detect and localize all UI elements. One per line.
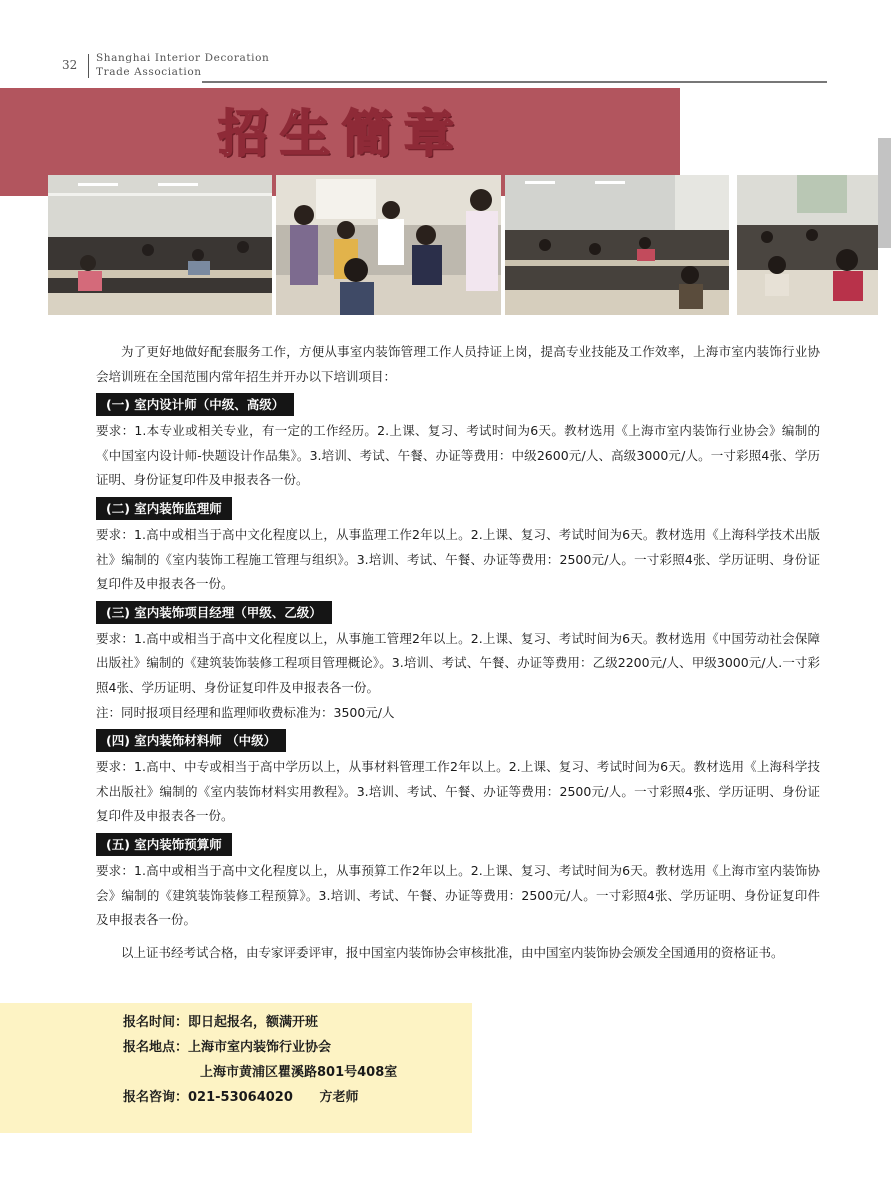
section-3 [96, 597, 820, 725]
header-rule [202, 81, 827, 83]
classroom-photo-4 [737, 175, 878, 315]
classroom-photo-3 [505, 175, 729, 315]
section-body: 要求：1.高中或相当于高中文化程度以上，从事施工管理2年以上。2.上课、复习、考试时间为6天。教材选用《中国劳动社会保障出版社》编制的《建筑装饰装修工程项目管理概论》。3.培训、考试、午餐、办证等费用：乙级2200元/人、甲级3000元/人.一寸彩照4张、学历证明、身份证复印件及申报表各一份。 [96, 630, 820, 695]
section-body: 要求：1.高中或相当于高中文化程度以上，从事预算工作2年以上。2.上课、复习、考试时间为6天。教材选用《上海市室内装饰协会》编制的《建筑装饰装修工程预算》。3.培训、考试、午餐、办证等费用：2500元/人。一寸彩照4张、学历证明、身份证复印件及申报表各一份。 [96, 862, 820, 928]
header-divider [88, 54, 89, 78]
section-body: 要求：1.高中、中专或相当于高中学历以上，从事材料管理工作2年以上。2.上课、复习、考试时间为6天。教材选用《上海科学技术出版社》编制的《室内装饰材料实用教程》。3.培训、考试、午餐、办证等费用：2500元/人。一寸彩照4张、学历证明、身份证复印件及申报表各一份。 [96, 759, 820, 824]
registration-phone-row [123, 1085, 397, 1110]
main-content [96, 340, 820, 965]
page-number: 32 [62, 58, 78, 72]
section-heading: (四) 室内装饰材料师 （中级） [96, 729, 286, 752]
registration-address: 上海市黄浦区瞿溪路801号408室 [200, 1065, 398, 1080]
classroom-photo-1 [48, 175, 272, 315]
classroom-photo-2 [276, 175, 501, 315]
section-2 [96, 493, 820, 597]
section-1 [96, 389, 820, 493]
page-title: 招生簡章 [218, 104, 466, 163]
section-heading: (一) 室内设计师（中级、高级） [96, 393, 294, 416]
closing-paragraph: 以上证书经考试合格，由专家评委评审，报中国室内装饰协会审核批准，由中国室内装饰协会颁发全国通用的资格证书。 [121, 944, 784, 960]
registration-info [123, 1010, 397, 1110]
section-4 [96, 725, 820, 829]
page-header [62, 50, 832, 86]
association-name-line2: Trade Association [96, 66, 202, 78]
side-tab [878, 138, 891, 248]
intro-paragraph: 为了更好地做好配套服务工作，方便从事室内装饰管理工作人员持证上岗，提高专业技能及工作效率，上海市室内装饰行业协会培训班在全国范围内常年招生并开办以下培训项目： [96, 344, 820, 384]
association-name-line1: Shanghai Interior Decoration [96, 52, 270, 64]
registration-phone: 报名咨询：021-53064020 [123, 1090, 293, 1105]
section-body: 要求：1.高中或相当于高中文化程度以上，从事监理工作2年以上。2.上课、复习、考试时间为6天。教材选用《上海科学技术出版社》编制的《室内装饰工程施工管理与组织》。3.培训、考试、午餐、办证等费用：2500元/人。一寸彩照4张、学历证明、身份证复印件及申报表各一份。 [96, 526, 820, 592]
section-heading: (三) 室内装饰项目经理（甲级、乙级） [96, 601, 332, 624]
registration-location: 报名地点：上海市室内装饰行业协会 [123, 1040, 332, 1055]
section-5 [96, 829, 820, 933]
section-body: 要求：1.本专业或相关专业，有一定的工作经历。2.上课、复习、考试时间为6天。教材选用《上海市室内装饰行业协会》编制的《中国室内设计师-快题设计作品集》。3.培训、考试、午餐、办证等费用：中级2600元/人、高级3000元/人。一寸彩照4张、学历证明、身份证复印件及申报表各一份。 [96, 423, 820, 488]
section-heading: (二) 室内装饰监理师 [96, 497, 232, 520]
section-note: 注：同时报项目经理和监理师收费标准为：3500元/人 [96, 704, 395, 720]
section-heading: (五) 室内装饰预算师 [96, 833, 232, 856]
association-name [96, 51, 269, 79]
registration-contact: 方老师 [319, 1090, 359, 1105]
registration-time: 报名时间：即日起报名，额满开班 [123, 1015, 319, 1030]
